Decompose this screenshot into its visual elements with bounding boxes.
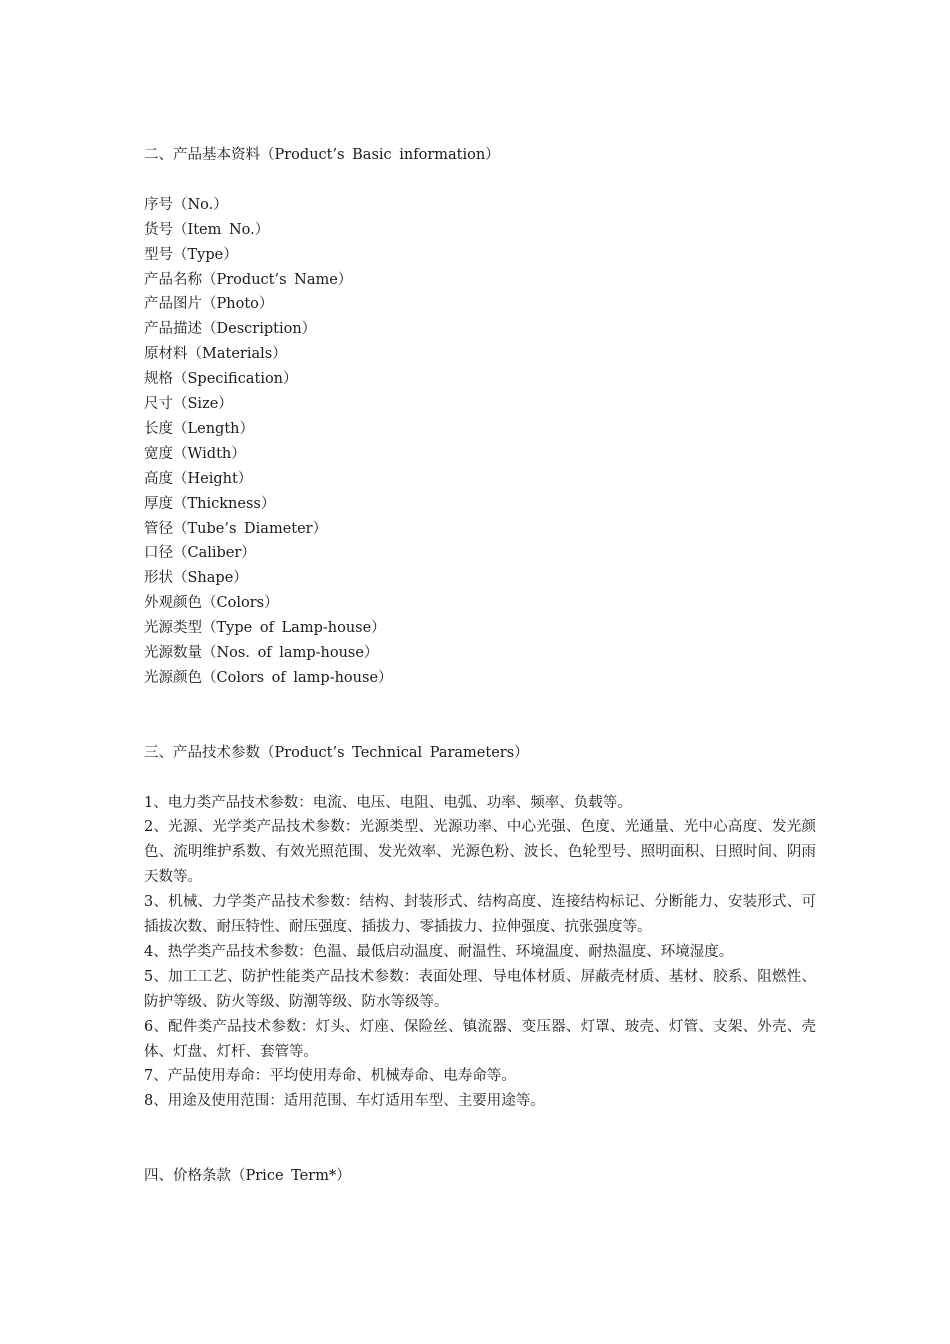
list-item: 4、热学类产品技术参数：色温、最低启动温度、耐温性、环境温度、耐热温度、环境湿度。 <box>144 943 734 960</box>
list-item: 光源类型（Type of Lamp-house） <box>144 620 386 637</box>
list-item: 形状（Shape） <box>144 570 248 587</box>
spacer <box>144 766 816 791</box>
list-item: 型号（Type） <box>144 246 238 263</box>
list-item: 管径（Tube’s Diameter） <box>144 520 328 537</box>
list-item: 产品描述（Description） <box>144 321 317 338</box>
list-item: 3、机械、力学类产品技术参数：结构、封装形式、结构高度、连接结构标记、分断能力、安装形式、可插拔次数、耐压特性、耐压强度、插拔力、零插拔力、拉伸强度、抗张强度等。 <box>144 894 816 936</box>
list-item: 7、产品使用寿命：平均使用寿命、机械寿命、电寿命等。 <box>144 1068 516 1085</box>
list-item: 8、用途及使用范围：适用范围、车灯适用车型、主要用途等。 <box>144 1093 545 1110</box>
list-item: 2、光源、光学类产品技术参数：光源类型、光源功率、中心光强、色度、光通量、光中心高度、发光颜色、流明维护系数、有效光照范围、发光效率、光源色粉、波长、色轮型号、照明面积、日照时间、阴雨天数等。 <box>144 819 816 886</box>
list-item: 尺寸（Size） <box>144 396 233 413</box>
list-item: 货号（Item No.） <box>144 221 270 238</box>
list-item: 厚度（Thickness） <box>144 495 276 512</box>
list-item: 高度（Height） <box>144 470 253 487</box>
list-item: 6、配件类产品技术参数：灯头、灯座、保险丝、镇流器、变压器、灯罩、玻壳、灯管、支架、外壳、壳体、灯盘、灯杆、套管等。 <box>144 1018 816 1060</box>
list-item: 规格（Specification） <box>144 371 298 388</box>
list-item: 1、电力类产品技术参数：电流、电压、电阻、电弧、功率、频率、负载等。 <box>144 794 632 811</box>
list-item: 序号（No.） <box>144 196 228 213</box>
section-heading-price-term: 四、价格条款（Price Term*） <box>144 1168 351 1185</box>
list-item: 长度（Length） <box>144 420 254 437</box>
list-item: 5、加工工艺、防护性能类产品技术参数：表面处理、导电体材质、屏蔽壳材质、基材、胶系、阻燃性、防护等级、防火等级、防潮等级、防水等级等。 <box>144 968 816 1010</box>
document-body <box>144 143 816 1189</box>
list-item: 宽度（Width） <box>144 445 246 462</box>
basic-information-list <box>144 193 816 691</box>
list-item: 外观颜色（Colors） <box>144 595 279 612</box>
spacer <box>144 168 816 193</box>
spacer <box>144 691 816 741</box>
section-heading-technical-parameters: 三、产品技术参数（Product’s Technical Parameters） <box>144 744 529 761</box>
list-item: 口径（Caliber） <box>144 545 256 562</box>
list-item: 光源颜色（Colors of lamp-house） <box>144 670 393 687</box>
technical-parameters-list <box>144 791 816 1115</box>
spacer <box>144 1114 816 1164</box>
section-heading-basic-information: 二、产品基本资料（Product’s Basic information） <box>144 147 500 163</box>
list-item: 光源数量（Nos. of lamp-house） <box>144 645 379 662</box>
list-item: 产品图片（Photo） <box>144 296 274 313</box>
list-item: 原材料（Materials） <box>144 346 287 363</box>
list-item: 产品名称（Product’s Name） <box>144 271 353 288</box>
